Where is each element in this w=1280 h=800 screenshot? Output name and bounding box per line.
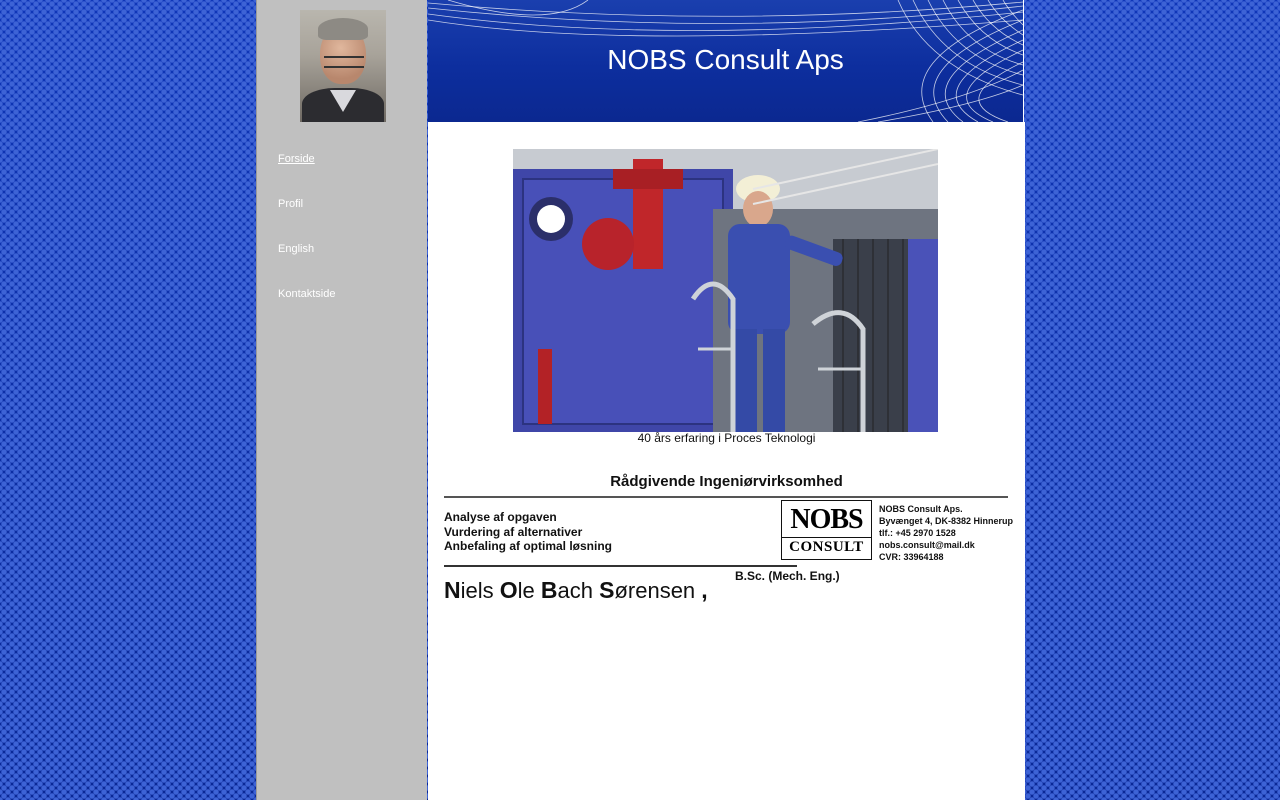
- logo-text-top: NOBS: [790, 504, 863, 535]
- name-rest-iels: iels: [460, 578, 500, 603]
- nobs-consult-logo: [781, 500, 872, 560]
- nav-link-kontaktside[interactable]: Kontaktside: [278, 288, 336, 300]
- hero-caption: 40 års erfaring i Proces Teknologi: [637, 431, 816, 445]
- name-initial-s: S: [599, 577, 615, 603]
- name-initial-o: O: [499, 577, 518, 603]
- card-cvr: CVR: 33964188: [879, 552, 944, 562]
- service-item-anbefaling: Anbefaling af optimal løsning: [444, 539, 612, 553]
- name-initial-b: B: [540, 577, 558, 603]
- logo-divider: [782, 537, 871, 538]
- service-item-analyse: Analyse af opgaven: [444, 510, 557, 524]
- portrait-hair: [318, 18, 368, 40]
- card-email: nobs.consult@mail.dk: [879, 540, 975, 550]
- name-rest-ach: ach: [557, 578, 600, 603]
- site-title: NOBS Consult Aps: [607, 44, 844, 75]
- business-card: [781, 500, 1021, 562]
- nav-link-english[interactable]: English: [278, 243, 315, 255]
- degree-label: B.Sc. (Mech. Eng.): [735, 569, 840, 583]
- card-phone: tlf.: +45 2970 1528: [879, 528, 956, 538]
- sidebar: [256, 0, 427, 800]
- nav-link-forside[interactable]: Forside: [278, 153, 315, 165]
- service-item-vurdering: Vurdering af alternativer: [444, 525, 583, 539]
- main-content: [428, 122, 1025, 800]
- portrait-photo: [300, 10, 386, 122]
- divider-bottom: [444, 565, 797, 567]
- person-name: [444, 577, 708, 604]
- portrait-glasses: [324, 56, 364, 68]
- divider-top: [444, 496, 1008, 498]
- hero-photo: [513, 149, 938, 432]
- name-comma: ,: [701, 577, 708, 603]
- page-wrapper: [256, 0, 1025, 800]
- nav-link-profil[interactable]: Profil: [278, 198, 304, 210]
- logo-text-bottom: CONSULT: [789, 539, 864, 555]
- section-heading: Rådgivende Ingeniørvirksomhed: [610, 473, 843, 490]
- header-banner: [428, 0, 1024, 122]
- name-rest-le: le: [517, 578, 541, 603]
- card-company: NOBS Consult Aps.: [879, 504, 963, 514]
- name-initial-n: N: [444, 577, 461, 603]
- name-rest-orensen: ørensen: [614, 578, 702, 603]
- card-address: Byvænget 4, DK-8382 Hinnerup: [879, 516, 1014, 526]
